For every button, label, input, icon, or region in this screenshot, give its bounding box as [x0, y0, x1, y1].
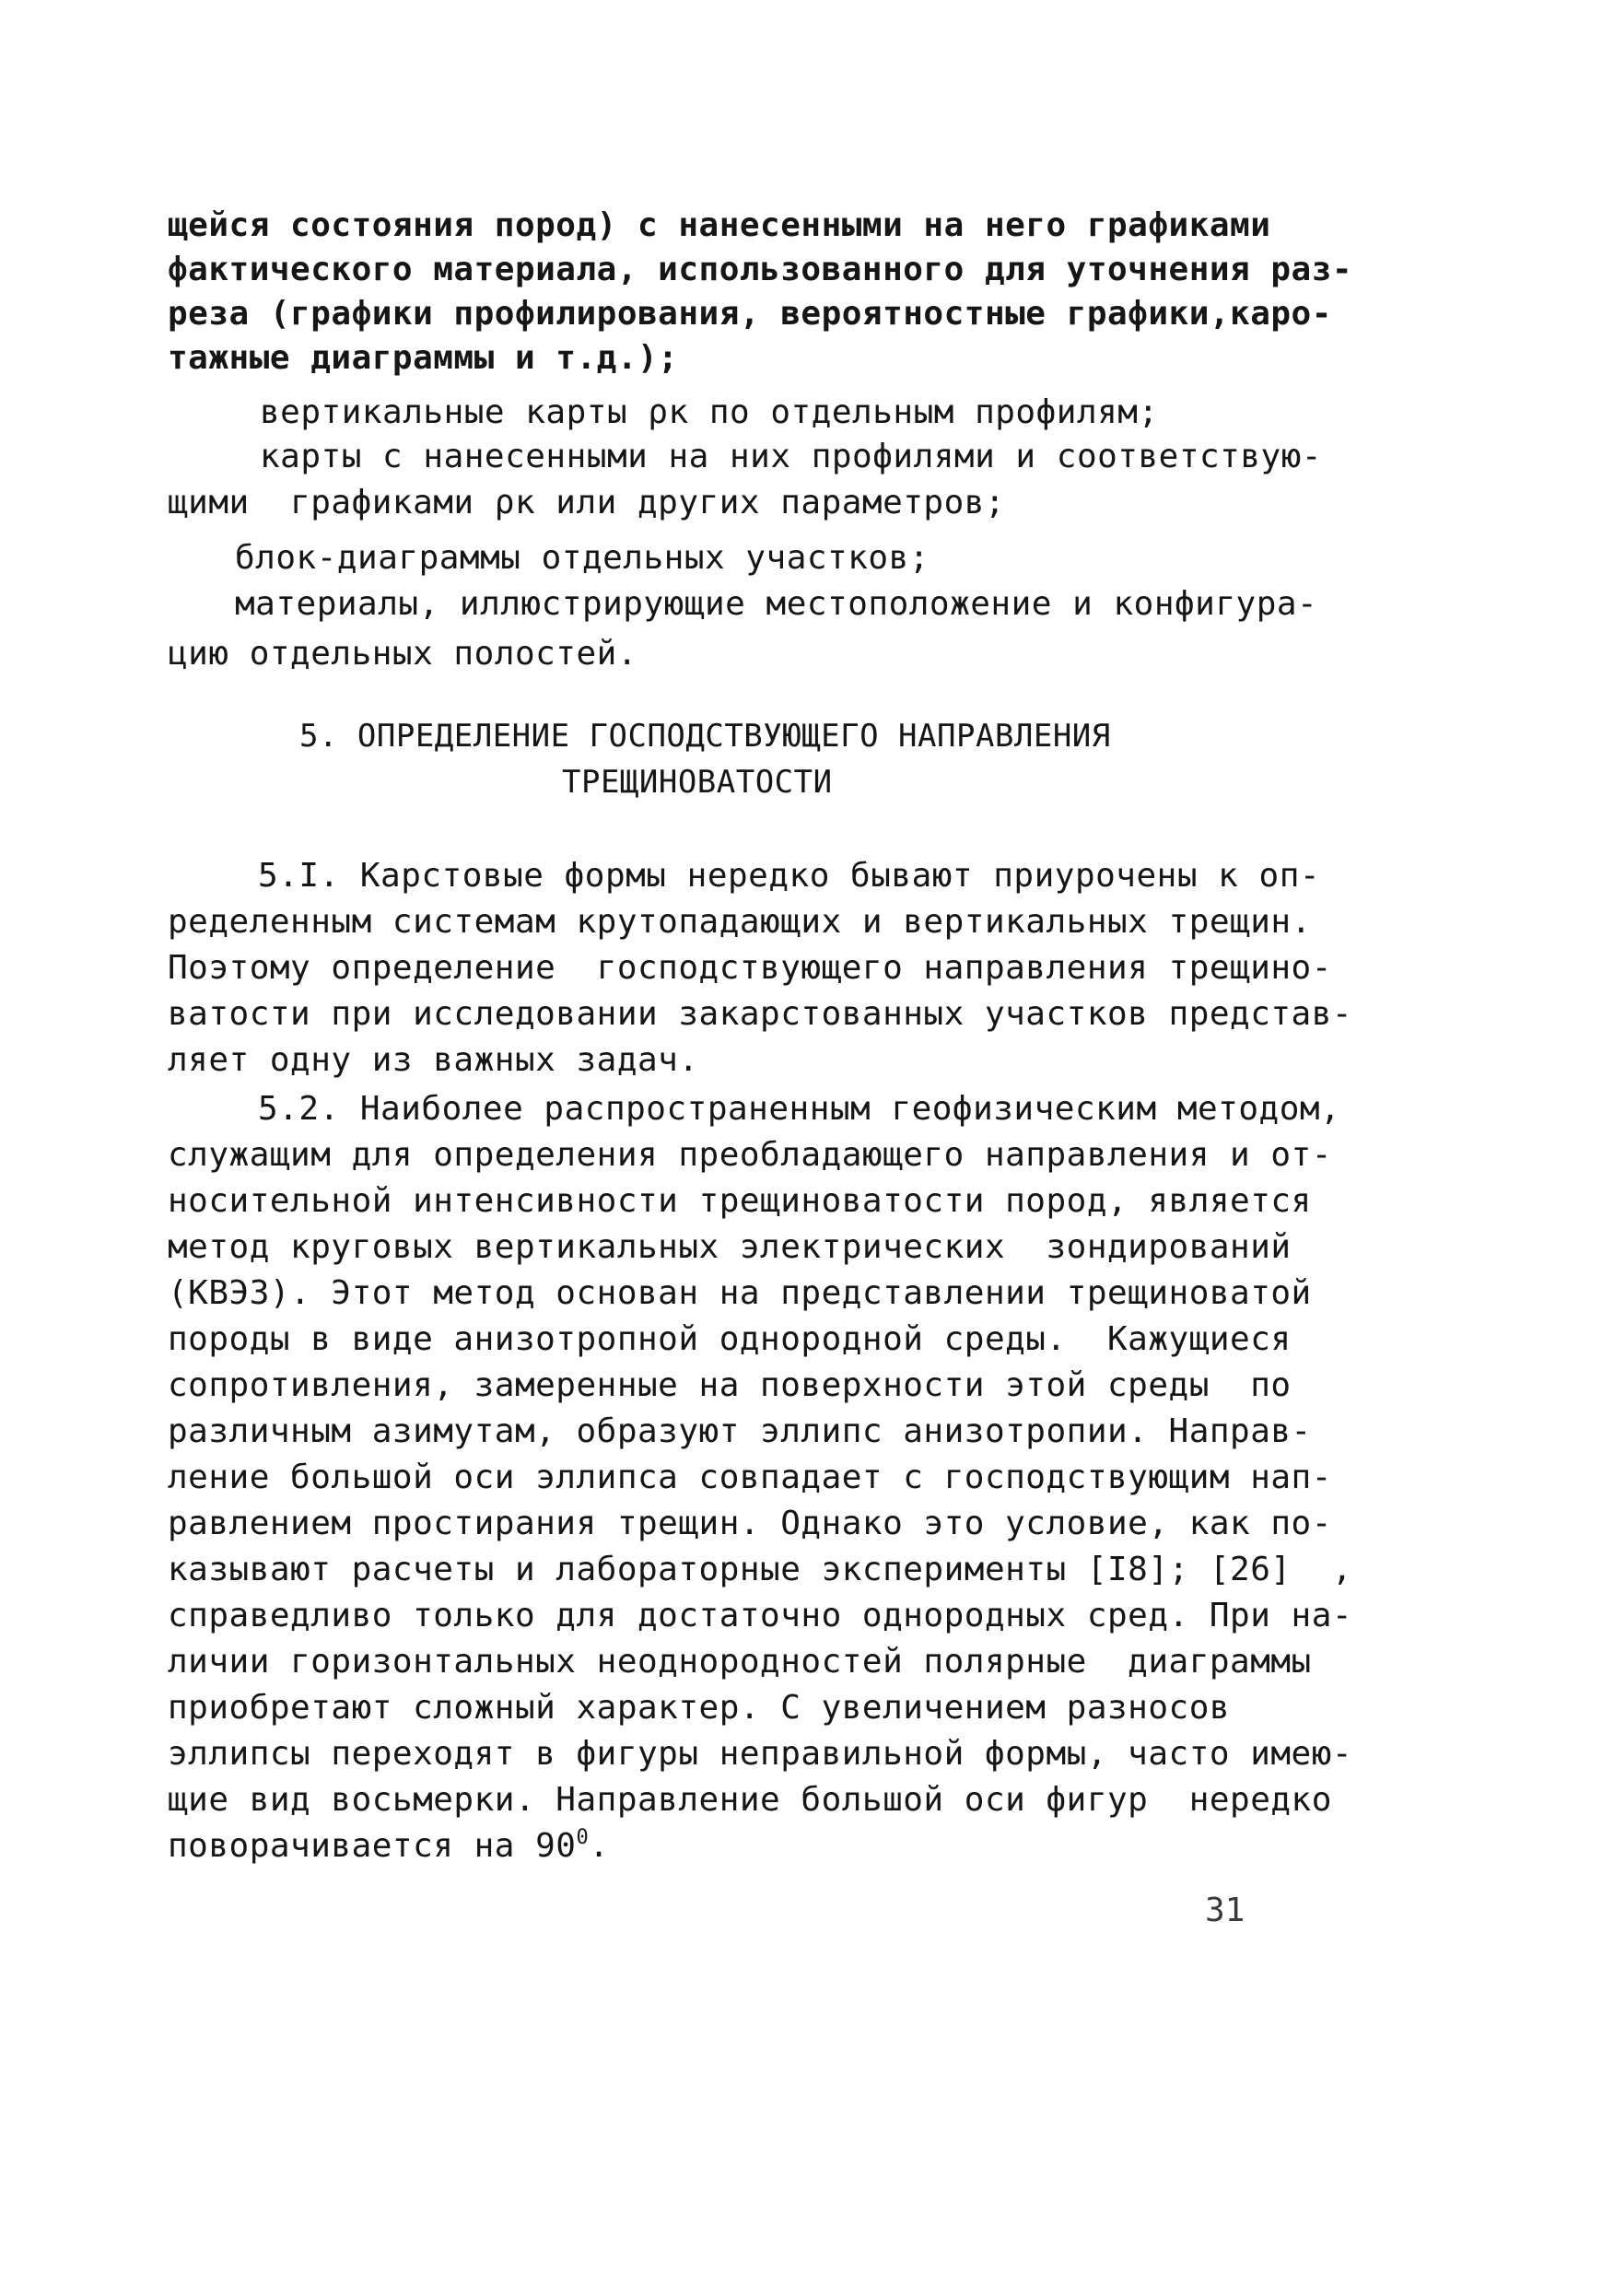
para-5-1-line-3: Поэтому определение господствующего направления трещино-	[168, 949, 1332, 987]
section-heading-line-1: 5. ОПРЕДЕЛЕНИЕ ГОСПОДСТВУЮЩЕГО НАПРАВЛЕНИЯ	[299, 718, 1111, 755]
list-line-8: блок-диаграммы отдельных участков;	[235, 539, 930, 577]
para-5-2-line-8: различным азимутам, образуют эллипс анизотропии. Направ-	[168, 1412, 1312, 1450]
page-number: 31	[1205, 1892, 1245, 1929]
list-line-1: щейся состояния пород) с нанесенными на него графиками	[168, 206, 1271, 244]
para-5-2-line-6: породы в виде анизотропной однородной среды. Кажущиеся	[168, 1320, 1292, 1358]
list-line-6: карты с нанесенными на них профилями и соответствую-	[260, 438, 1323, 475]
para-5-2-line-16: щие вид восьмерки. Направление большой оси фигур нередко	[168, 1781, 1332, 1819]
para-5-1-line-1: 5.I. Карстовые формы нередко бывают приурочены к оп-	[258, 857, 1321, 895]
list-line-10: цию отдельных полостей.	[168, 635, 637, 673]
para-5-1-line-5: ляет одну из важных задач.	[168, 1041, 699, 1079]
list-line-9: материалы, иллюстрирующие местоположение и конфигура-	[235, 585, 1318, 623]
para-5-2-line-7: сопротивления, замеренные на поверхности этой среды по	[168, 1366, 1292, 1404]
degree-superscript: 0	[576, 1826, 590, 1849]
para-5-2-line-13: личии горизонтальных неоднородностей полярные диаграммы	[168, 1643, 1312, 1681]
para-5-2-line-15: эллипсы переходят в фигуры неправильной формы, часто имею-	[168, 1735, 1353, 1773]
para-5-2-line-2: служащим для определения преобладающего направления и от-	[168, 1136, 1332, 1174]
para-5-1-line-2: ределенным системам крутопадающих и вертикальных трещин.	[168, 903, 1312, 941]
list-line-2: фактического материала, использованного для уточнения раз-	[168, 251, 1353, 288]
para-5-1-line-4: ватости при исследовании закарстованных участков представ-	[168, 995, 1353, 1033]
list-line-3: реза (графики профилирования, вероятностные графики,каро-	[168, 295, 1332, 333]
para-5-2-line-10: равлением простирания трещин. Однако это условие, как по-	[168, 1505, 1332, 1542]
list-line-4: тажные диаграммы и т.д.);	[168, 339, 679, 377]
para-5-2-line-12: справедливо только для достаточно однородных сред. При на-	[168, 1597, 1353, 1634]
list-line-7: щими графиками ρк или других параметров;	[168, 484, 1006, 521]
para-5-2-line-4: метод круговых вертикальных электрических зондирований	[168, 1228, 1292, 1266]
para-5-2-line-3: носительной интенсивности трещиноватости пород, является	[168, 1182, 1312, 1220]
para-5-2-line-17	[168, 1824, 609, 1868]
para-5-2-line-9: ление большой оси эллипса совпадает с господствующим нап-	[168, 1458, 1332, 1496]
para-5-2-line-11: казывают расчеты и лабораторные эксперименты [I8]; [26] ,	[168, 1551, 1353, 1588]
list-line-5: вертикальные карты ρк по отдельным профилям;	[260, 393, 1159, 431]
last-line-text: поворачивается на 90	[168, 1827, 577, 1865]
section-heading-line-2: ТРЕЩИНОВАТОСТИ	[562, 764, 833, 801]
para-5-2-line-14: приобретают сложный характер. С увеличением разносов	[168, 1689, 1231, 1727]
para-5-2-line-5: (КВЭЗ). Этот метод основан на представлении трещиноватой	[168, 1274, 1312, 1312]
last-line-end: .	[589, 1827, 610, 1865]
para-5-2-line-1: 5.2. Наиболее распространенным геофизическим методом,	[258, 1090, 1341, 1128]
